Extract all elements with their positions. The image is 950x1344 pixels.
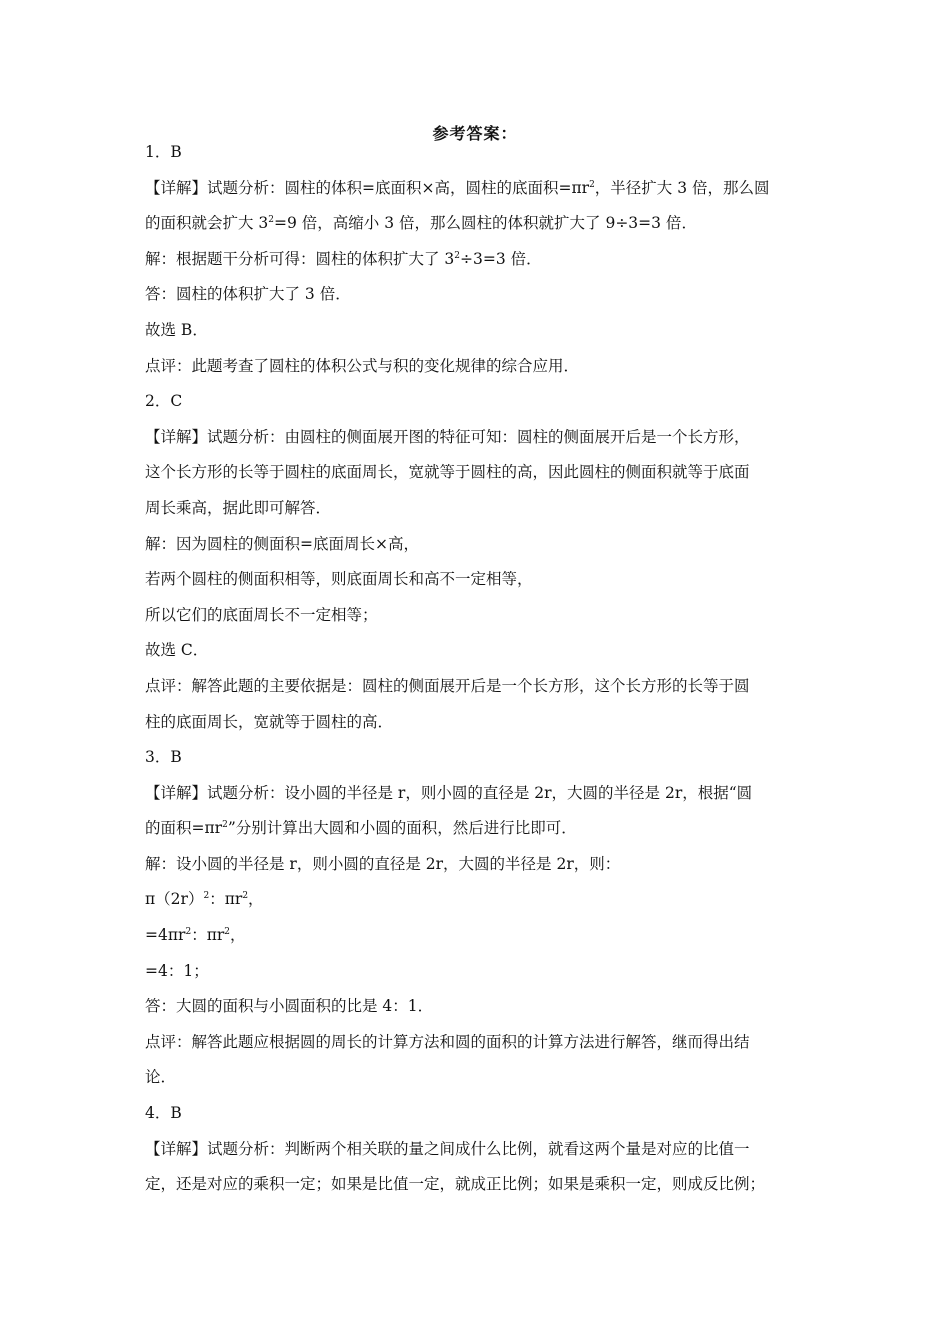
answer-2-number: 2．C — [145, 392, 183, 411]
answer-3-line: 答：大圆的面积与小圆面积的比是 4：1． — [145, 997, 434, 1016]
answer-4-line: 定，还是对应的乘积一定；如果是比值一定，就成正比例；如果是乘积一定，则成反比例； — [145, 1175, 766, 1194]
answer-2-line: 这个长方形的长等于圆柱的底面周长，宽就等于圆柱的高，因此圆柱的侧面积就等于底面 — [145, 463, 750, 482]
answer-1-line: 解：根据题干分析可得：圆柱的体积扩大了 $3^2\div 3=3$ 倍． — [145, 249, 542, 268]
answer-3-line: 【详解】试题分析：设小圆的半径是 r，则小圆的直径是 2r，大圆的半径是 2r，根据“圆 — [145, 783, 753, 802]
answer-3-line: 解：设小圆的半径是 r，则小圆的直径是 2r，大圆的半径是 2r，则： — [145, 854, 621, 873]
answer-2-line: 故选 C． — [145, 641, 209, 660]
answer-2-line: 【详解】试题分析：由圆柱的侧面展开图的特征可知：圆柱的侧面展开后是一个长方形， — [145, 427, 750, 446]
answer-3-line: $\pi(2r)^2$：$\pi r^2$， — [145, 890, 264, 909]
answer-2-line: 柱的底面周长，宽就等于圆柱的高． — [145, 712, 394, 731]
answer-2-line: 解：因为圆柱的侧面积=底面周长×高， — [145, 534, 419, 553]
answer-4-line: 【详解】试题分析：判断两个相关联的量之间成什么比例，就看这两个量是对应的比值一 — [145, 1139, 750, 1158]
answer-3-number: 3．B — [145, 748, 182, 767]
answer-1-line: 的面积就会扩大 $3^2=9$ 倍，高缩小 3 倍，那么圆柱的体积就扩大了 9÷3=3 倍． — [145, 214, 697, 233]
answer-3-line: 论． — [145, 1068, 177, 1087]
answer-2-line: 若两个圆柱的侧面积相等，则底面周长和高不一定相等， — [145, 570, 533, 589]
answer-2-line: 所以它们的底面周长不一定相等； — [145, 605, 378, 624]
answer-3-line: $=4\pi r^2$：$\pi r^2$， — [145, 926, 246, 945]
answer-content — [145, 142, 815, 1210]
answer-3-line: =4：1； — [145, 961, 209, 980]
answer-1-line: 【详解】试题分析：圆柱的体积=底面积×高，圆柱的底面积$=\pi r^2$，半径扩大 3 倍，那么圆 — [145, 178, 770, 197]
answer-2-line: 周长乘高，据此即可解答． — [145, 498, 332, 517]
answer-2-line: 点评：解答此题的主要依据是：圆柱的侧面展开后是一个长方形，这个长方形的长等于圆 — [145, 676, 750, 695]
answer-3-line: 点评：解答此题应根据圆的周长的计算方法和圆的面积的计算方法进行解答，继而得出结 — [145, 1032, 750, 1051]
answer-1-line: 答：圆柱的体积扩大了 3 倍． — [145, 285, 351, 304]
answer-1-number: 1．B — [145, 143, 182, 161]
answer-1-line: 点评：此题考查了圆柱的体积公式与积的变化规律的综合应用． — [145, 356, 580, 375]
answer-4-number: 4．B — [145, 1104, 182, 1123]
answer-1-line: 故选 B． — [145, 320, 208, 339]
page-title: 参考答案： — [432, 124, 518, 143]
answer-3-line: 的面积$=\pi r^2$”分别计算出大圆和小圆的面积，然后进行比即可． — [145, 819, 577, 838]
